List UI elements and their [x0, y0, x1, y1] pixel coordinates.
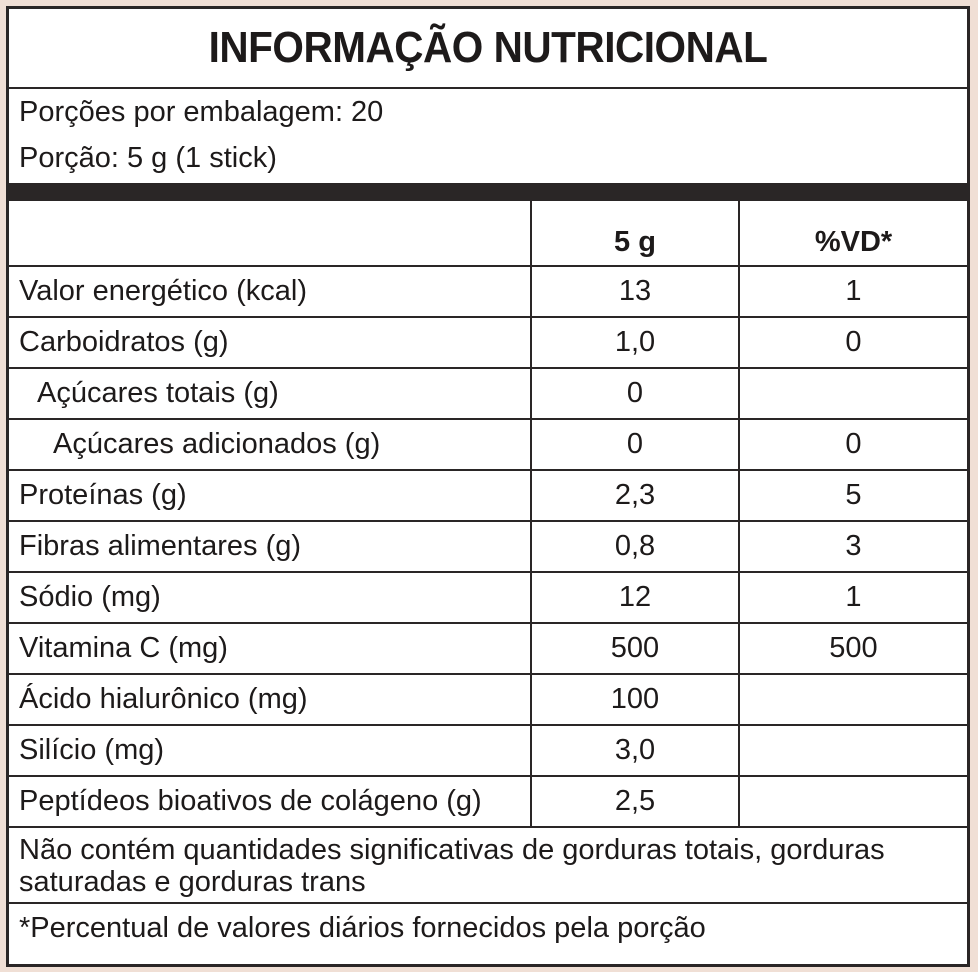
nutrient-dv: [739, 368, 967, 419]
table-row: [9, 470, 967, 521]
nutrient-name: Ácido hialurônico (mg): [9, 674, 531, 725]
serving-size: Porção: 5 g (1 stick): [19, 142, 277, 174]
nutrient-dv: 3: [739, 521, 967, 572]
nutrient-name: Açúcares adicionados (g): [9, 419, 531, 470]
footnote-not-contains: Não contém quantidades significativas de gorduras totais, gorduras saturadas e gorduras trans: [19, 834, 885, 898]
nutrient-amount: 100: [531, 674, 739, 725]
nutrient-amount: 1,0: [531, 317, 739, 368]
nutrient-name: Peptídeos bioativos de colágeno (g): [19, 785, 482, 817]
table-row: [9, 572, 967, 623]
table-row: [9, 266, 967, 317]
table-row: [9, 725, 967, 776]
nutrient-dv: 5: [739, 470, 967, 521]
nutrient-dv: 1: [739, 572, 967, 623]
nutrient-dv: 0: [739, 317, 967, 368]
table-row: [9, 674, 967, 725]
nutrient-amount: 12: [531, 572, 739, 623]
nutrient-amount: 0,8: [531, 521, 739, 572]
table-row: [9, 623, 967, 674]
footnotes: [9, 826, 967, 952]
nutrient-table: [9, 201, 967, 826]
nutrient-amount: 0: [531, 419, 739, 470]
nutrient-amount: 2,3: [531, 470, 739, 521]
label-title: INFORMAÇÃO NUTRICIONAL: [208, 23, 768, 72]
header-nutrient: [9, 201, 531, 266]
thick-divider: [9, 183, 967, 201]
table-header-row: [9, 201, 967, 266]
nutrition-facts-label: [6, 6, 970, 967]
nutrient-name: Silício (mg): [9, 725, 531, 776]
nutrient-dv: [739, 674, 967, 725]
nutrient-amount: 500: [531, 623, 739, 674]
nutrient-name: Proteínas (g): [9, 470, 531, 521]
nutrient-name: Carboidratos (g): [9, 317, 531, 368]
table-row: [9, 317, 967, 368]
table-row: [9, 521, 967, 572]
nutrient-amount: 2,5: [531, 776, 739, 826]
footnote-daily-value: *Percentual de valores diários fornecidos pela porção: [9, 902, 967, 952]
table-row: [9, 419, 967, 470]
nutrient-name: Açúcares totais (g): [9, 368, 531, 419]
nutrient-name: Fibras alimentares (g): [9, 521, 531, 572]
table-row: [9, 776, 967, 826]
header-daily-value: %VD*: [739, 201, 967, 266]
nutrient-dv: 0: [739, 419, 967, 470]
nutrient-amount: 0: [531, 368, 739, 419]
nutrient-amount: 3,0: [531, 725, 739, 776]
nutrient-name: Vitamina C (mg): [9, 623, 531, 674]
nutrient-dv: 500: [739, 623, 967, 674]
nutrient-dv: [739, 776, 967, 826]
servings-per-package: Porções por embalagem: 20: [19, 96, 384, 128]
header-per-serving: 5 g: [531, 201, 739, 266]
nutrient-dv: [739, 725, 967, 776]
nutrient-name: Sódio (mg): [9, 572, 531, 623]
table-row: [9, 368, 967, 419]
nutrient-amount: 13: [531, 266, 739, 317]
nutrient-name: Valor energético (kcal): [9, 266, 531, 317]
nutrient-dv: 1: [739, 266, 967, 317]
